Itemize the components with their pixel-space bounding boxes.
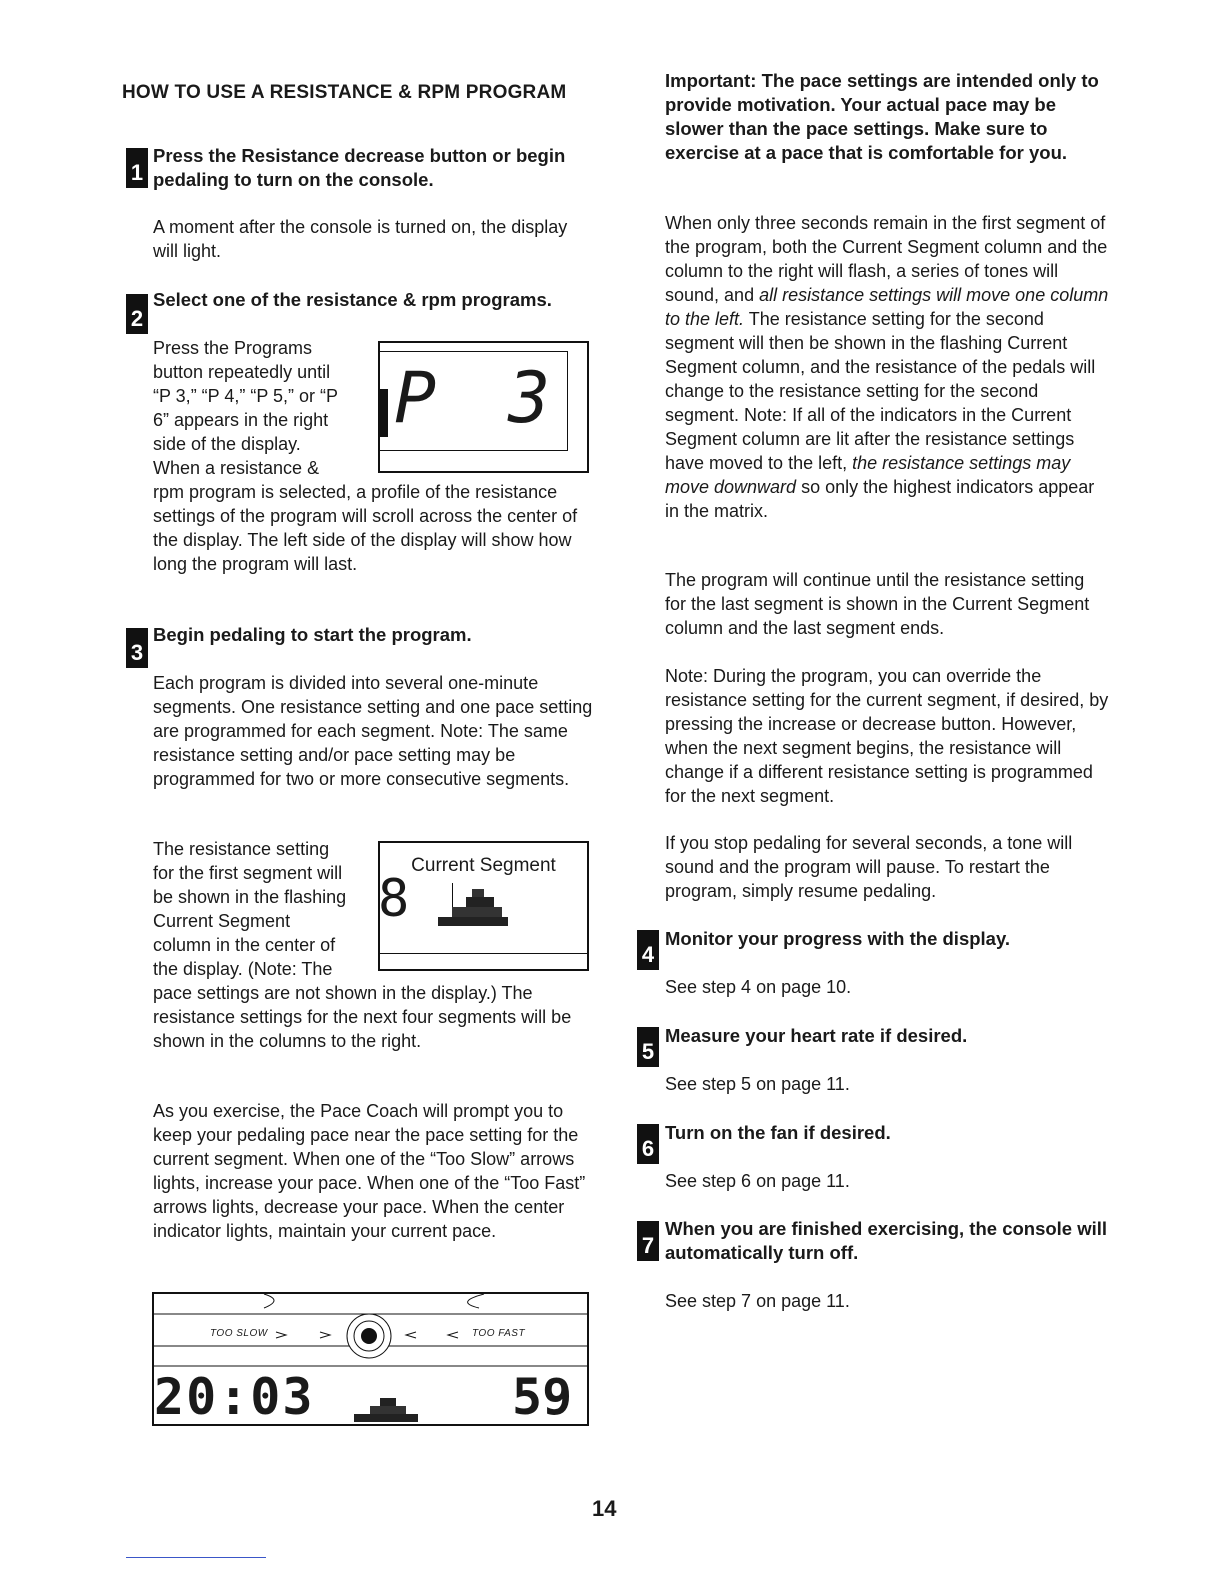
step-4-number: 4 xyxy=(637,930,659,970)
step-1-number: 1 xyxy=(126,148,148,188)
pace-display-bars-icon xyxy=(354,1392,418,1422)
program-display-number: 3 xyxy=(508,357,551,439)
important-note: Important: The pace settings are intended only to provide motivation. Your actual pace may be slower than the pace settings. Make sure to exercise at a pace that is comfortable for you. xyxy=(665,70,1099,163)
p1-text-c: so only the highest indicators appear in the matrix. xyxy=(665,477,1095,521)
pace-display-right: 59 xyxy=(512,1368,573,1426)
step-5-number: 5 xyxy=(637,1027,659,1067)
step-3-heading: Begin pedaling to start the program. xyxy=(153,624,472,645)
step-7-number: 7 xyxy=(637,1221,659,1261)
right-paragraph-3: Note: During the program, you can override the resistance setting for the current segment, if desired, by pressing the increase or decrease button. However, when the next segment begins, the resistance will change if a different resistance setting is programmed for the next segment. xyxy=(665,666,1109,806)
step-3-body-2-text: The resistance setting for the first segment will be shown in the flashing Current Segment column in the center of the display. (Note: The pace settings are not shown in the display.) The resistance settings for the next four segments will be shown in the columns to the right. xyxy=(153,839,572,1051)
pace-display-time: 20:03 xyxy=(154,1368,315,1426)
step-3-body-1: Each program is divided into several one-minute segments. One resistance setting and one pace setting are programmed for each segment. Note: The same resistance setting and/or pace setting may be programmed for two or more consecutive segments. xyxy=(153,673,593,789)
p1-italic-2: the resistance settings may move downward xyxy=(665,453,1071,497)
step-7-body: See step 7 on page 11. xyxy=(665,1291,850,1311)
program-display xyxy=(378,341,589,473)
p1-text-b: The resistance setting for the second segment will then be shown in the flashing Current Segment column, and the resistance of the pedals will change to the resistance setting for the second segment. Note: If all of the indicators in the Current Segment column are lit after the resistance settings have moved to the left, xyxy=(665,309,1096,473)
footer-rule xyxy=(126,1557,266,1558)
step-2-body-text: Press the Programs button repeatedly until “P 3,” “P 4,” “P 5,” or “P 6” appears in the right side of the display. When a resistance & rpm program is selected, a profile of the resistance settings of the program will scroll across the center of the display. The left side of the display will show how long the program will last. xyxy=(153,338,578,574)
step-5-body: See step 5 on page 11. xyxy=(665,1074,850,1094)
too-fast-label: TOO FAST xyxy=(472,1328,526,1339)
p1-text-a: When only three seconds remain in the first segment of the program, both the Current Segment column and the column to the right will flash, a series of tones will sound, and xyxy=(665,213,1108,305)
right-paragraph-2: The program will continue until the resistance setting for the last segment is shown in the Current Segment column and the last segment ends. xyxy=(665,570,1090,638)
step-6-body: See step 6 on page 11. xyxy=(665,1171,850,1191)
step-4-heading: Monitor your progress with the display. xyxy=(665,928,1011,949)
step-3-number: 3 xyxy=(126,628,148,668)
step-6-heading: Turn on the fan if desired. xyxy=(665,1122,891,1143)
segment-digit: 8 xyxy=(378,869,410,929)
step-6-number: 6 xyxy=(637,1124,659,1164)
section-title: HOW TO USE A RESISTANCE & RPM PROGRAM xyxy=(122,82,567,103)
segment-bars-icon xyxy=(438,883,508,927)
p1-italic-1: all resistance settings will move one column to the left. xyxy=(665,285,1109,329)
step-2-heading: Select one of the resistance & rpm programs. xyxy=(153,289,552,310)
step-1-body: A moment after the console is turned on, the display will light. xyxy=(153,217,568,261)
right-paragraph-1 xyxy=(665,211,1110,523)
right-paragraph-4: If you stop pedaling for several seconds, a tone will sound and the program will pause. To restart the program, simply resume pedaling. xyxy=(665,833,1073,901)
program-display-letter: P xyxy=(394,357,437,439)
step-4-body: See step 4 on page 10. xyxy=(665,977,852,997)
current-segment-display xyxy=(378,841,589,971)
step-3-body-3: As you exercise, the Pace Coach will prompt you to keep your pedaling pace near the pace setting for the current segment. When one of the “Too Slow” arrows lights, increase your pace. When one of the “Too Fast” arrows lights, decrease your pace. When the center indicator lights, maintain your current pace. xyxy=(153,1101,586,1241)
step-5-heading: Measure your heart rate if desired. xyxy=(665,1025,968,1046)
step-7-heading: When you are finished exercising, the console will automatically turn off. xyxy=(665,1218,1108,1263)
step-1-heading: Press the Resistance decrease button or begin pedaling to turn on the console. xyxy=(153,145,566,190)
too-slow-label: TOO SLOW xyxy=(210,1328,268,1339)
page-number: 14 xyxy=(592,1496,617,1521)
pace-display xyxy=(152,1292,589,1426)
step-2-number: 2 xyxy=(126,294,148,334)
current-segment-label: Current Segment xyxy=(411,855,556,876)
